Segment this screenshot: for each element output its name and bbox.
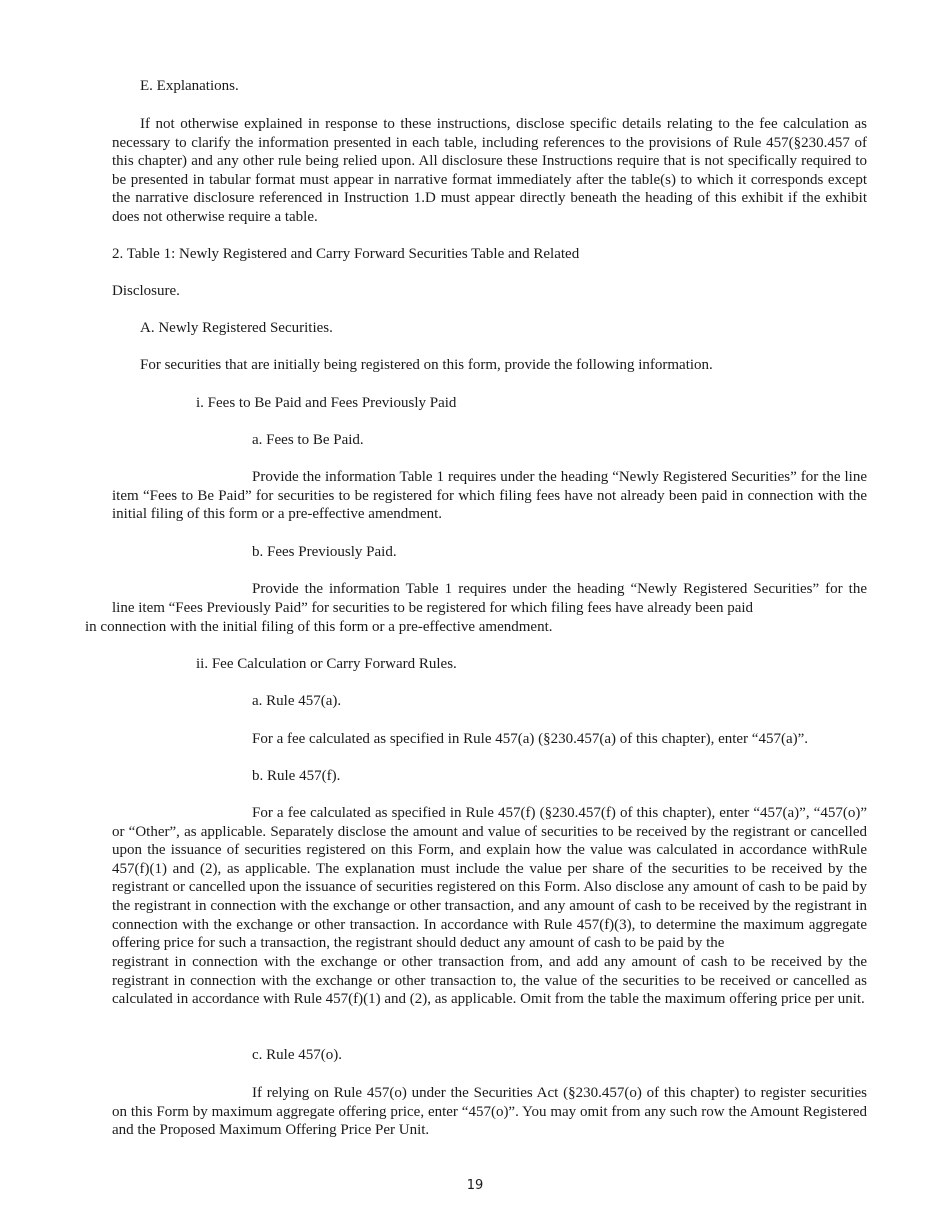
- section-a-paragraph: For securities that are initially being registered on this form, provide the following information.: [140, 357, 713, 373]
- page-number: 19: [466, 1178, 484, 1193]
- subsection-i-heading: i. Fees to Be Paid and Fees Previously Paid: [196, 395, 457, 411]
- item-fees-to-be-paid-heading: a. Fees to Be Paid.: [252, 432, 364, 448]
- item-fees-previously-paid-line1: Provide the information Table 1 requires under the heading “Newly Registered Securities” for the: [252, 581, 867, 597]
- item-fees-to-be-paid-paragraph: Provide the information Table 1 requires under the heading “Newly Registered Securities” for the line item “Fees to Be Paid” for securities to be registered for which filing fees have not already been paid in connection with the initial filing of this form or a pre-effective amendment.: [112, 469, 867, 523]
- item-fees-previously-paid-line2: line item “Fees Previously Paid” for securities to be registered for which filing fees have already been paid: [112, 600, 754, 616]
- item-fees-previously-paid-heading: b. Fees Previously Paid.: [252, 544, 397, 560]
- subsection-ii-heading: ii. Fee Calculation or Carry Forward Rules.: [196, 656, 457, 672]
- rule-457o-heading: c. Rule 457(o).: [252, 1047, 342, 1063]
- rule-457o-paragraph: If relying on Rule 457(o) under the Securities Act (§230.457(o) of this chapter) to register securities on this Form by maximum aggregate offering price, enter “457(o)”. You may omit from any such row the Amount Registered and the Proposed Maximum Offering Price Per Unit.: [112, 1085, 867, 1139]
- rule-457a-heading: a. Rule 457(a).: [252, 693, 342, 709]
- rule-457a-paragraph: For a fee calculated as specified in Rule 457(a) (§230.457(a) of this chapter), enter “457(a)”.: [252, 731, 809, 747]
- section-2-heading-line2: Disclosure.: [112, 283, 180, 299]
- section-a-heading: A. Newly Registered Securities.: [140, 320, 333, 336]
- item-fees-previously-paid-line3: in connection with the initial filing of this form or a pre-effective amendment.: [85, 619, 553, 635]
- rule-457f-heading: b. Rule 457(f).: [252, 768, 341, 784]
- section-e-heading: E. Explanations.: [140, 78, 239, 94]
- rule-457f-paragraph-part1: For a fee calculated as specified in Rule 457(f) (§230.457(f) of this chapter), enter “457(a)”, “457(o)” or “Other”, as applicable. Separately disclose the amount and value of securities to be received by the registrant or cancelled upon the issuance of securities registered on this Form, and explain how the value was calculated in accordance withRule 457(f)(1) and (2), as applicable. The explanation must include the value per share of the securities to be received by the registrant or cancelled upon the issuance of securities registered on this Form. Also disclose any amount of cash to be paid by the registrant in connection with the exchange or other transaction, and any amount of cash to be received by the registrant in connection with the exchange or other transaction. In accordance with Rule 457(f)(3), to determine the maximum aggregate offering price for such a transaction, the registrant should deduct any amount of cash to be paid by the: [112, 805, 867, 952]
- section-e-paragraph: If not otherwise explained in response to these instructions, disclose specific details relating to the fee calculation as necessary to clarify the information presented in each table, including references to the provisions of Rule 457(§230.457 of this chapter) and any other rule being relied upon. All disclosure these Instructions require that is not specifically required to be presented in tabular format must appear in narrative format immediately after the table(s) to which it corresponds except the narrative disclosure referenced in Instruction 1.D must appear directly beneath the heading of this exhibit if the exhibit does not otherwise require a table.: [112, 116, 867, 225]
- section-2-heading-line1: 2. Table 1: Newly Registered and Carry Forward Securities Table and Related: [112, 246, 580, 262]
- rule-457f-paragraph-part2: registrant in connection with the exchange or other transaction from, and add any amount of cash to be received by the registrant in connection with the exchange or other transaction to, the value of the securities to be received or cancelled as calculated in accordance with Rule 457(f)(1) and (2), as applicable. Omit from the table the maximum offering price per unit.: [112, 954, 867, 1008]
